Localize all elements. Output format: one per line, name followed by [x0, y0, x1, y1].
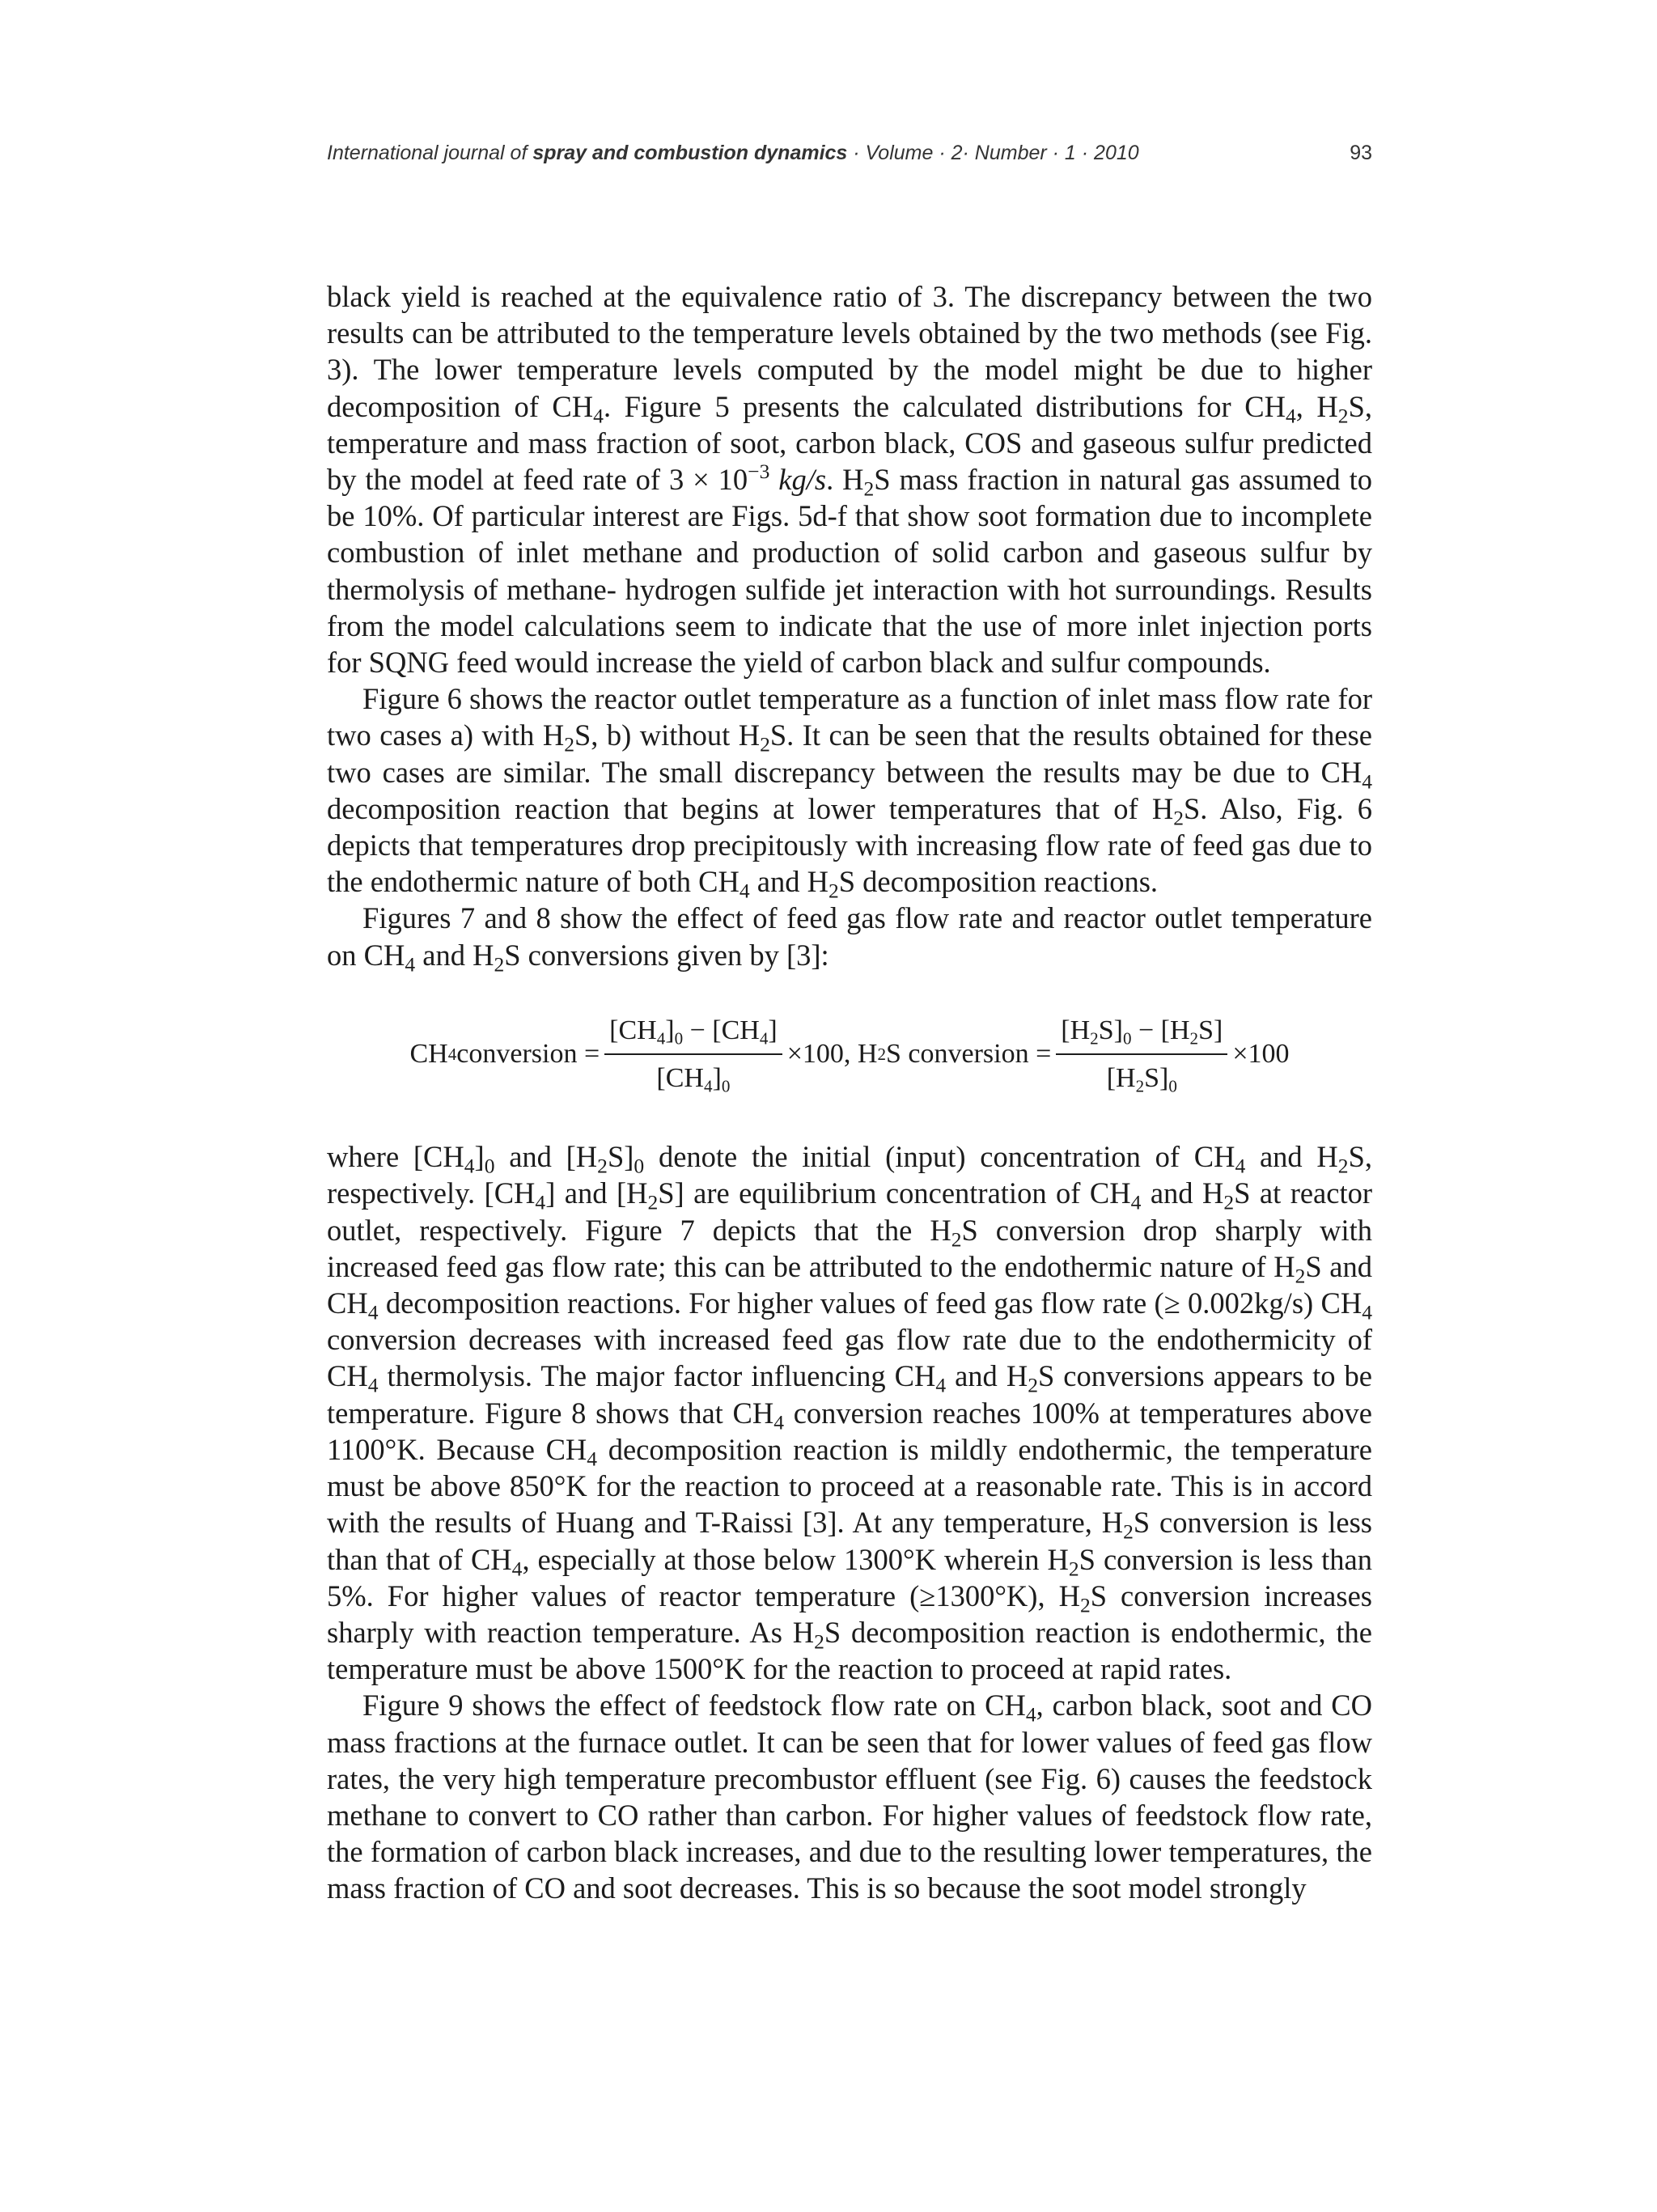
article-body [327, 278, 1372, 1907]
text-run: S] [1198, 1015, 1223, 1045]
subscript: 4 [535, 1191, 546, 1215]
subscript: 4 [367, 1300, 379, 1324]
text-run: Figure 6 shows the reactor outlet temperature as a function of inlet mass flow rate for two cases a) with H [327, 682, 1372, 752]
text-run: Figure 9 shows the effect of feedstock flow rate on CH [362, 1689, 1026, 1723]
text-run: S at reactor outlet, respectively. Figure 7 depicts that the H [327, 1176, 1372, 1247]
text-run: S conversions given by [3]: [504, 938, 829, 972]
text-run: S. Also, Fig. 6 depicts that temperatures drop precipitously with increasing flow rate of feed gas due to the endothermic nature of both CH [327, 791, 1372, 899]
subscript: 2 [494, 952, 505, 977]
text-run: denote the initial (input) concentration of CH [644, 1140, 1235, 1174]
text-run: ] [665, 1015, 675, 1045]
text-run: ] [768, 1015, 778, 1045]
text-run: conversion decreases with increased feed gas flow rate due to the endothermicity of CH [327, 1323, 1372, 1393]
text-run: . H [826, 463, 864, 497]
text-run: ] [474, 1140, 485, 1174]
text-run: [CH [656, 1063, 704, 1094]
text-run: S mass fraction in natural gas assumed to be 10%. Of particular interest are Figs. 5d-f that show soot formation due to incomplete combustion of inlet methane and production of solid carbon and gaseous sulfur by thermolysis of methane- hydrogen sulfide jet interaction with hot surroundings. Results from the model calculations seem to indicate that the use of more inlet injection ports for SQNG feed would increase the yield of carbon black and sulfur compounds. [327, 463, 1372, 680]
subscript: 4 [587, 1447, 598, 1471]
subscript: 0 [674, 1028, 684, 1049]
text-run: decomposition reactions. For higher values of feed gas flow rate (≥ 0.002kg/s) CH [378, 1286, 1362, 1320]
text-run: ] [712, 1063, 722, 1094]
subscript: 4 [464, 1154, 475, 1178]
subscript: 2 [1068, 1557, 1079, 1581]
paragraph-5 [327, 1687, 1372, 1906]
journal-title: International journal of spray and combustion dynamics · Volume · 2· Number · 1 · 2010 [327, 142, 1139, 164]
text-run: and H [1245, 1140, 1338, 1174]
text-run: , especially at those below 1300°K wherein H [522, 1542, 1069, 1576]
subscript: 4 [1362, 769, 1372, 794]
subscript: 2 [1295, 1264, 1306, 1288]
subscript: 2 [1135, 1076, 1145, 1096]
text-run: where [CH [327, 1140, 464, 1174]
text-run: and [H [494, 1140, 598, 1174]
text-run: − [H [1131, 1015, 1190, 1045]
subscript: 4 [656, 1028, 666, 1049]
text-run: and H [946, 1359, 1028, 1393]
paragraph-2 [327, 680, 1372, 903]
text-run: S and CH [327, 1249, 1372, 1320]
subscript: 4 [1025, 1702, 1036, 1727]
paragraph-1 [327, 278, 1372, 680]
subscript: 4 [759, 1028, 769, 1049]
subscript: 2 [951, 1227, 962, 1252]
text-run: , H [1295, 389, 1338, 423]
subscript: 4 [1235, 1154, 1246, 1178]
text-run: decomposition reaction that begins at lower temperatures that of H [327, 791, 1174, 825]
text-run: kg/s [778, 463, 827, 497]
subscript: 2 [1337, 1154, 1349, 1178]
subscript: 0 [721, 1076, 731, 1096]
text-run: S conversion is less than 5%. For higher values of reactor temperature (≥1300°K), H [327, 1542, 1372, 1612]
subscript: 2 [760, 733, 770, 757]
text-run: ×100 [1232, 1039, 1290, 1070]
text-run: thermolysis. The major factor influencing CH [378, 1359, 936, 1393]
subscript: 2 [647, 1191, 659, 1215]
text-run: S conversion drop sharply with increased feed gas flow rate; this can be attributed to the endothermic nature of H [327, 1213, 1373, 1283]
subscript: 2 [1090, 1028, 1099, 1049]
subscript: 4 [773, 1410, 785, 1434]
paragraph-3 [327, 900, 1372, 977]
superscript: −3 [748, 459, 770, 483]
text-run: decomposition reaction is mildly endothermic, the temperature must be above 850°K for the reaction to proceed at a reasonable rate. This is in accord with the results of Huang and T-Raissi [3]. At any temperature, H [327, 1432, 1372, 1540]
subscript: 0 [634, 1154, 645, 1178]
subscript: 2 [1337, 404, 1349, 428]
text-run: and H [749, 865, 828, 899]
subscript: 4 [1362, 1300, 1372, 1324]
text-run: S, respectively. [CH [327, 1140, 1372, 1210]
conversion-equation: CH 4 conversion = $\frac{[CH_4]_0 - [CH_4]}{[CH_4]_0}$ ×100, H 2 S conversion = $\frac{[H_2S]_0 - [H_2S]}{[H_2S]_0}$ ×100 [327, 1012, 1372, 1096]
subscript: 4 [367, 1374, 379, 1398]
subscript: 2 [814, 1629, 824, 1654]
text-run: , carbon black, soot and CO mass fractions at the furnace outlet. It can be seen that for lower values of feed gas flow rates, the very high temperature precombustor effluent (see Fig. 6) causes the feedstock methane to convert to CO rather than carbon. For higher values of feedstock flow rate, the formation of carbon black increases, and due to the resulting lower temperatures, the mass fraction of CO and soot decreases. This is so because the soot model strongly [327, 1689, 1372, 1905]
text-run: [H [1061, 1015, 1091, 1045]
subscript: 4 [511, 1557, 523, 1581]
subscript: 2 [1123, 1519, 1134, 1544]
text-run: S decomposition reaction is endothermic, the temperature must be above 1500°K for the reaction to proceed at rapid rates. [327, 1615, 1373, 1686]
text-run: and H [415, 938, 494, 972]
text-run: S] are equilibrium concentration of CH [658, 1176, 1131, 1210]
text-run: and H [1141, 1176, 1224, 1210]
subscript: 2 [1189, 1028, 1199, 1049]
subscript: 4 [593, 404, 604, 428]
subscript: 0 [1122, 1028, 1132, 1049]
subscript: 4 [935, 1374, 947, 1398]
subscript: 2 [1223, 1191, 1235, 1215]
text-run: − [CH [683, 1015, 760, 1045]
subscript: 4 [1130, 1191, 1142, 1215]
text-run: S] [1098, 1015, 1123, 1045]
subscript: 2 [828, 879, 839, 903]
subscript: 4 [739, 879, 750, 903]
subscript: 2 [597, 1154, 608, 1178]
subscript: 2 [1173, 806, 1184, 830]
text-run: S conversion increases sharply with reaction temperature. As H [327, 1578, 1372, 1649]
text-run: S] [1144, 1063, 1169, 1094]
text-run: S conversions appears to be temperature. Figure 8 shows that CH [327, 1359, 1372, 1430]
text-run: ] and [H [545, 1176, 648, 1210]
text-run: conversion reaches 100% at temperatures above 1100°K. Because CH [327, 1396, 1372, 1466]
text-run: conversion = [456, 1039, 600, 1070]
paragraph-4 [327, 1138, 1372, 1687]
text-run: . Figure 5 presents the calculated distributions for CH [603, 389, 1286, 423]
text-run: [H [1106, 1063, 1136, 1094]
subscript: 2 [564, 733, 574, 757]
text-run: CH [409, 1039, 448, 1070]
text-run: S, b) without H [574, 718, 761, 752]
text-run: ×100, H [786, 1039, 878, 1070]
h2s-conversion-fraction [1056, 1012, 1227, 1096]
text-run: S conversion = [886, 1039, 1052, 1070]
text-run: [CH [609, 1015, 657, 1045]
text-run: Figures 7 and 8 show the effect of feed gas flow rate and reactor outlet temperature on CH [327, 901, 1372, 972]
ch4-conversion-fraction [604, 1012, 782, 1096]
subscript: 4 [1285, 404, 1296, 428]
text-run: S] [607, 1140, 634, 1174]
text-run: S conversion is less than that of CH [327, 1506, 1372, 1576]
subscript: 2 [1079, 1593, 1091, 1617]
text-run: black yield is reached at the equivalence ratio of 3. The discrepancy between the two results can be attributed to the temperature levels obtained by the two methods (see Fig. 3). The lower temperature levels computed by the model might be due to higher decomposition of CH [327, 280, 1372, 423]
text-run: S, temperature and mass fraction of soot, carbon black, COS and gaseous sulfur predicted by the model at feed rate of 3 × 10 [327, 389, 1373, 497]
subscript: 4 [405, 952, 416, 977]
text-run: S. It can be seen that the results obtained for these two cases are similar. The small discrepancy between the results may be due to CH [327, 718, 1372, 789]
running-header [327, 142, 1372, 165]
text-run: S decomposition reactions. [838, 865, 1159, 899]
subscript: 0 [1168, 1076, 1177, 1096]
subscript: 2 [863, 477, 875, 501]
page-number: 93 [1350, 142, 1372, 164]
subscript: 2 [1028, 1374, 1038, 1398]
subscript: 4 [703, 1076, 713, 1096]
subscript: 0 [484, 1154, 495, 1178]
